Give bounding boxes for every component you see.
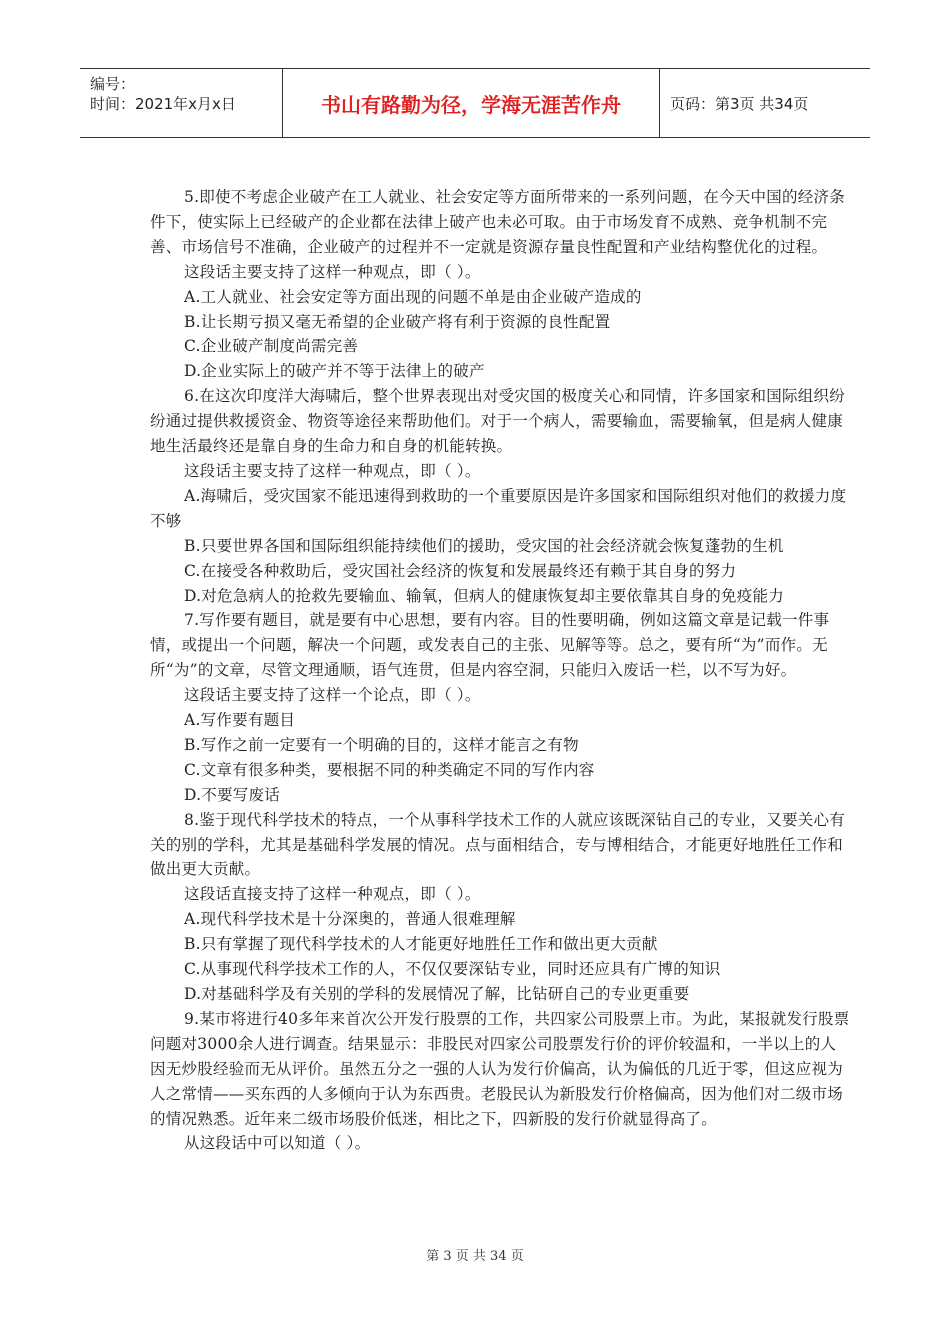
question-stem: 9.某市将进行40多年来首次公开发行股票的工作，共四家公司股票上市。为此，某报就发行股票问题对3000余人进行调查。结果显示：非股民对四家公司股票发行价的评价较温和，一半以上的人因无炒股经验而无从评价。虽然五分之一强的人认为发行价偏高，认为偏低的几近于零，但这应视为人之常情——买东西的人多倾向于认为东西贵。老股民认为新股发行价格偏高，因为他们对二级市场的情况熟悉。近年来二级市场股价低迷，相比之下，四新股的发行价就显得高了。 bbox=[150, 1009, 850, 1128]
answer-option: B.只有掌握了现代科学技术的人才能更好地胜任工作和做出更大贡献 bbox=[184, 935, 658, 954]
question-content bbox=[150, 185, 850, 1156]
answer-option: D.企业实际上的破产并不等于法律上的破产 bbox=[184, 362, 485, 381]
answer-option: A.现代科学技术是十分深奥的，普通人很难理解 bbox=[184, 910, 516, 929]
question-stem: 7.写作要有题目，就是要有中心思想，要有内容。目的性要明确，例如这篇文章是记载一件事情，或提出一个问题，解决一个问题，或发表自己的主张、见解等等。总之，要有所“为”而作。无所“为”的文章，尽管文理通顺，语气连贯，但是内容空洞，只能归入废话一栏，以不写为好。 bbox=[150, 611, 830, 680]
question-prompt: 这段话主要支持了这样一种观点，即（ ）。 bbox=[184, 461, 481, 480]
answer-option: A.工人就业、社会安定等方面出现的问题不单是由企业破产造成的 bbox=[184, 287, 642, 306]
question-prompt: 这段话主要支持了这样一种观点，即（ ）。 bbox=[184, 262, 481, 281]
answer-option: A.写作要有题目 bbox=[184, 711, 296, 730]
answer-option: D.对基础科学及有关别的学科的发展情况了解，比钻研自己的专业更重要 bbox=[184, 985, 690, 1003]
document-number-label: 编号： bbox=[90, 75, 136, 93]
header-motto: 书山有路勤为径，学海无涯苦作舟 bbox=[283, 69, 660, 137]
answer-option: C.文章有很多种类，要根据不同的种类确定不同的写作内容 bbox=[184, 760, 595, 779]
question-prompt: 从这段话中可以知道（ ）。 bbox=[184, 1134, 371, 1153]
page-header bbox=[80, 68, 870, 138]
question-prompt: 这段话主要支持了这样一个论点，即（ ）。 bbox=[184, 686, 481, 705]
answer-option: A.海啸后，受灾国家不能迅速得到救助的一个重要原因是许多国家和国际组织对他们的救援力度不够 bbox=[150, 486, 847, 530]
header-page-code: 页码：第3页 共34页 bbox=[670, 94, 809, 113]
answer-option: B.让长期亏损又毫无希望的企业破产将有利于资源的良性配置 bbox=[184, 312, 611, 331]
answer-option: D.对危急病人的抢救先要输血、输氧，但病人的健康恢复却主要依靠其自身的免疫能力 bbox=[184, 586, 785, 605]
header-meta-cell bbox=[80, 69, 283, 137]
answer-option: B.只要世界各国和国际组织能持续他们的援助，受灾国的社会经济就会恢复蓬勃的生机 bbox=[184, 536, 784, 555]
answer-option: B.写作之前一定要有一个明确的目的，这样才能言之有物 bbox=[184, 735, 579, 754]
question-stem: 5.即使不考虑企业破产在工人就业、社会安定等方面所带来的一系列问题，在今天中国的经济条件下，使实际上已经破产的企业都在法律上破产也未必可取。由于市场发育不成熟、竞争机制不完善、市场信号不准确，企业破产的过程并不一定就是资源存量良性配置和产业结构整优化的过程。 bbox=[150, 188, 846, 256]
answer-option: D.不要写废话 bbox=[184, 785, 281, 804]
answer-option: C.从事现代科学技术工作的人，不仅仅要深钻专业，同时还应具有广博的知识 bbox=[184, 960, 721, 979]
question-prompt: 这段话直接支持了这样一种观点，即（ ）。 bbox=[184, 885, 481, 904]
page-footer: 第 3 页 共 34 页 bbox=[426, 1249, 524, 1264]
answer-option: C.企业破产制度尚需完善 bbox=[184, 337, 359, 356]
document-date-label: 时间：2021年x月x日 bbox=[90, 95, 236, 113]
question-stem: 8.鉴于现代科学技术的特点，一个从事科学技术工作的人就应该既深钻自己的专业，又要关心有关的别的学科，尤其是基础科学发展的情况。点与面相结合，专与博相结合，才能更好地胜任工作和做出更大贡献。 bbox=[150, 810, 846, 879]
answer-option: C.在接受各种救助后，受灾国社会经济的恢复和发展最终还有赖于其自身的努力 bbox=[184, 561, 737, 580]
question-stem: 6.在这次印度洋大海啸后，整个世界表现出对受灾国的极度关心和同情，许多国家和国际组织纷纷通过提供救援资金、物资等途径来帮助他们。对于一个病人，需要输血，需要输氧，但是病人健康地生活最终还是靠自身的生命力和自身的机能转换。 bbox=[150, 387, 846, 456]
